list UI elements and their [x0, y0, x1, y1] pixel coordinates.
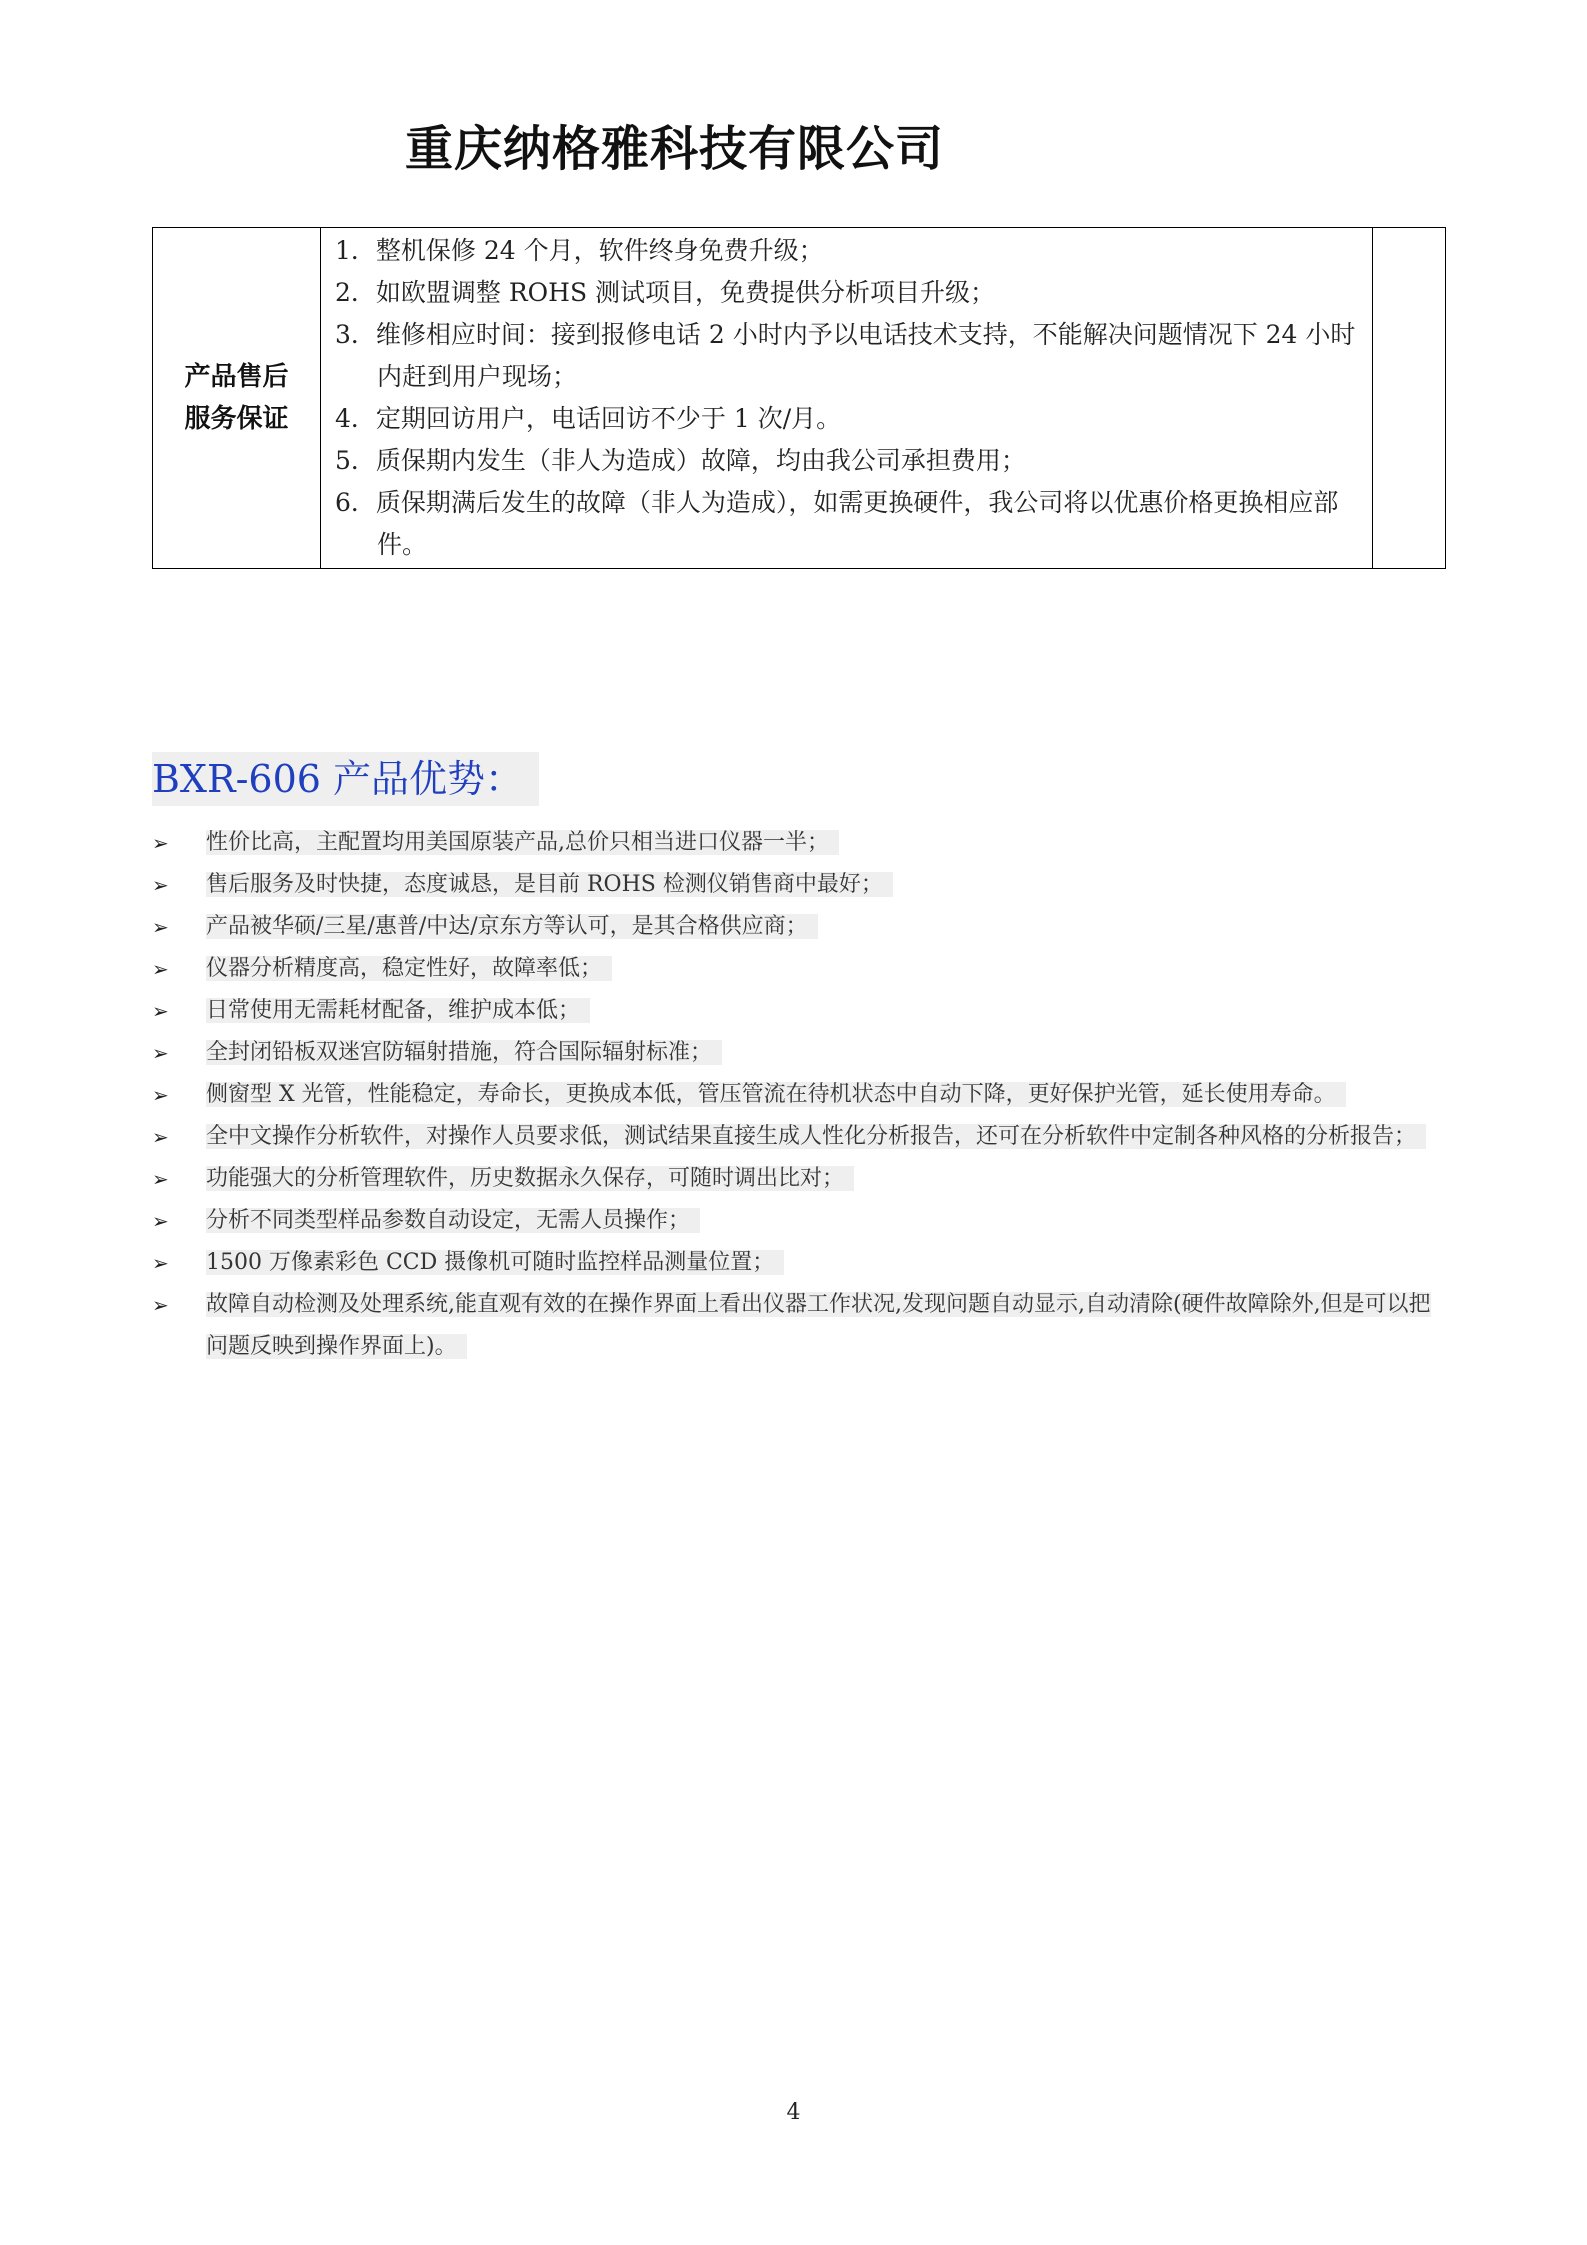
- after-sales-service-table: [152, 227, 1446, 569]
- service-clause: 3．维修相应时间：接到报修电话 2 小时内予以电话技术支持，不能解决问题情况下 24 小时内赶到用户现场；: [335, 320, 1356, 391]
- arrowhead-bullet-icon: ➢: [152, 915, 169, 939]
- advantage-text: 全中文操作分析软件，对操作人员要求低，测试结果直接生成人性化分析报告，还可在分析软件中定制各种风格的分析报告；: [206, 1124, 1426, 1149]
- list-item: [152, 864, 1452, 906]
- table-row: [153, 228, 1446, 569]
- empty-cell: [1372, 228, 1446, 569]
- advantage-text: 全封闭铅板双迷宫防辐射措施，符合国际辐射标准；: [206, 1040, 722, 1065]
- arrowhead-bullet-icon: ➢: [152, 1293, 169, 1317]
- list-item: [152, 1158, 1452, 1200]
- page-number: 4: [786, 2100, 801, 2125]
- advantage-text: 售后服务及时快捷，态度诚恳，是目前 ROHS 检测仪销售商中最好；: [206, 872, 893, 897]
- list-item: [152, 906, 1452, 948]
- service-label-cell: [153, 228, 321, 569]
- arrowhead-bullet-icon: ➢: [152, 1251, 169, 1275]
- service-clause: 4．定期回访用户，电话回访不少于 1 次/月。: [335, 404, 842, 433]
- advantage-text: 分析不同类型样品参数自动设定，无需人员操作；: [206, 1208, 700, 1233]
- service-clause: 6．质保期满后发生的故障（非人为造成），如需更换硬件，我公司将以优惠价格更换相应部件。: [335, 488, 1339, 559]
- service-content-cell: [321, 228, 1373, 569]
- service-clause: 1．整机保修 24 个月，软件终身免费升级；: [335, 236, 824, 265]
- advantage-text: 性价比高，主配置均用美国原装产品,总价只相当进口仪器一半；: [206, 830, 839, 855]
- arrowhead-bullet-icon: ➢: [152, 1041, 169, 1065]
- list-item: [152, 1200, 1452, 1242]
- service-label-line2: 服务保证: [184, 404, 289, 434]
- advantages-heading: BXR-606 产品优势：: [152, 752, 539, 806]
- advantage-text: 日常使用无需耗材配备，维护成本低；: [206, 998, 590, 1023]
- service-clause: 2．如欧盟调整 ROHS 测试项目，免费提供分析项目升级；: [335, 278, 996, 307]
- arrowhead-bullet-icon: ➢: [152, 873, 169, 897]
- service-clause: 5．质保期内发生（非人为造成）故障，均由我公司承担费用；: [335, 446, 1026, 475]
- list-item: [152, 1032, 1452, 1074]
- advantages-list: [152, 822, 1452, 1368]
- arrowhead-bullet-icon: ➢: [152, 1083, 169, 1107]
- arrowhead-bullet-icon: ➢: [152, 957, 169, 981]
- advantage-text: 仪器分析精度高，稳定性好，故障率低；: [206, 956, 612, 981]
- arrowhead-bullet-icon: ➢: [152, 1209, 169, 1233]
- advantage-text: 1500 万像素彩色 CCD 摄像机可随时监控样品测量位置；: [206, 1250, 784, 1275]
- advantage-text: 故障自动检测及处理系统,能直观有效的在操作界面上看出仪器工作状况,发现问题自动显示,自动清除(硬件故障除外,但是可以把问题反映到操作界面上)。: [206, 1292, 1431, 1359]
- list-item: [152, 1116, 1452, 1158]
- company-title: 重庆纳格雅科技有限公司: [405, 121, 945, 177]
- list-item: [152, 1242, 1452, 1284]
- arrowhead-bullet-icon: ➢: [152, 1125, 169, 1149]
- service-label-line1: 产品售后: [184, 362, 289, 392]
- advantage-text: 功能强大的分析管理软件，历史数据永久保存，可随时调出比对；: [206, 1166, 854, 1191]
- arrowhead-bullet-icon: ➢: [152, 999, 169, 1023]
- list-item: [152, 948, 1452, 990]
- arrowhead-bullet-icon: ➢: [152, 1167, 169, 1191]
- arrowhead-bullet-icon: ➢: [152, 831, 169, 855]
- list-item: [152, 1074, 1452, 1116]
- list-item: [152, 1284, 1452, 1368]
- advantage-text: 产品被华硕/三星/惠普/中达/京东方等认可，是其合格供应商；: [206, 914, 818, 939]
- list-item: [152, 990, 1452, 1032]
- advantage-text: 侧窗型 X 光管，性能稳定，寿命长，更换成本低，管压管流在待机状态中自动下降，更好保护光管，延长使用寿命。: [206, 1082, 1346, 1107]
- list-item: [152, 822, 1452, 864]
